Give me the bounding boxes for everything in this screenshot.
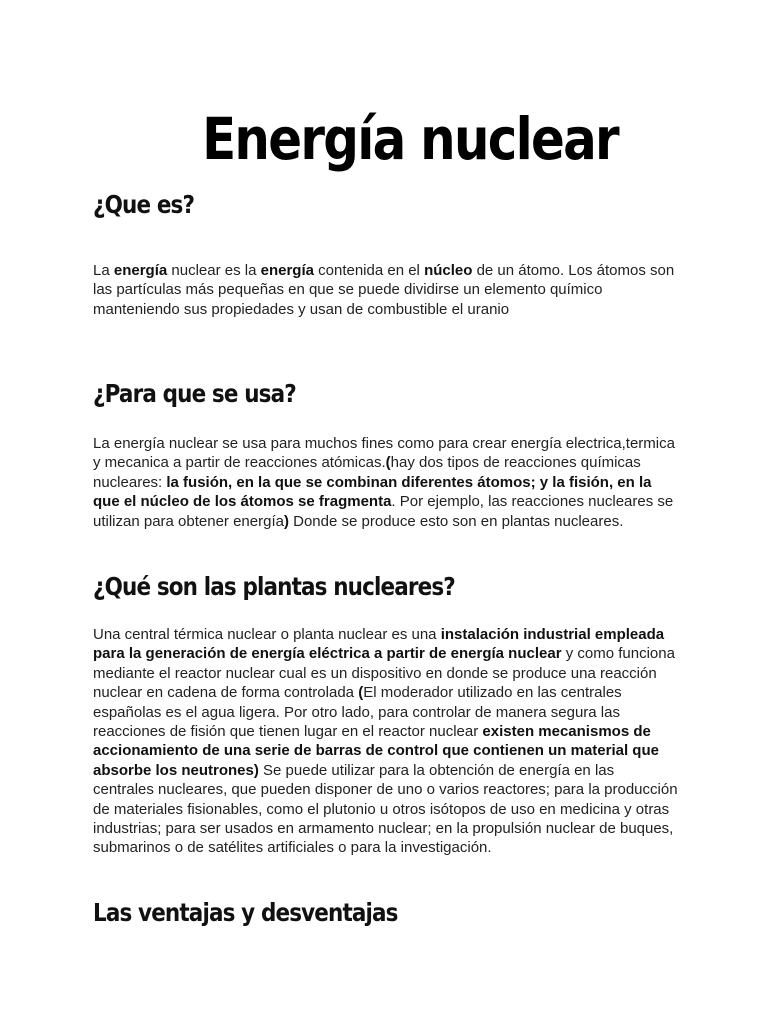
section-heading-ventajas-desventajas: Las ventajas y desventajas: [93, 898, 398, 927]
text-run: . Por ejemplo, las reacciones nucleares se utilizan para obtener energía: [93, 493, 674, 530]
section-heading-plantas-nucleares: ¿Qué son las plantas nucleares?: [93, 572, 455, 601]
bold-run: la fusión, en la que se combinan diferentes átomos; y la fisión, en la que el núcleo de los átomos se fragmenta: [93, 473, 652, 511]
section-heading-para-que-se-usa: ¿Para que se usa?: [93, 379, 296, 408]
bold-run: núcleo: [424, 262, 473, 279]
page-title: Energía nuclear: [202, 105, 618, 173]
bold-run: instalación industrial empleada para la generación de energía eléctrica a partir de energía nuclear: [93, 626, 665, 663]
text-run: Donde se produce esto son en plantas nucleares.: [288, 512, 624, 530]
bold-run: energía: [113, 262, 168, 279]
text-run: Se puede utilizar para la obtención de energía en las centrales nucleares, que pueden disponer de uno o varios reactores; para la producción de materiales fisionables, como el plutonio u otros isótopos de uso en medicina y otras industrias; para ser usados en armamento nuclear; en la propulsión nuclear de buques, submarinos o de satélites artificiales o para la investigación.: [93, 761, 678, 857]
bold-run: ): [283, 512, 289, 530]
section-paragraph-para-que-se-usa: [93, 434, 678, 531]
section-paragraph-que-es: [93, 261, 678, 319]
text-run: nuclear es la: [167, 262, 261, 279]
text-run: y como funciona mediante el reactor nuclear cual es un dispositivo en donde se produce una reacción nuclear en cadena de forma controlada: [93, 645, 675, 702]
bold-run: existen mecanismos de accionamiento de una serie de barras de control que contienen un material que absorbe los neutrones): [93, 723, 659, 779]
bold-run: (: [358, 684, 364, 702]
text-run: La energía nuclear se usa para muchos fines como para crear energía electrica,termica y mecanica a partir de reacciones atómicas.: [93, 435, 675, 472]
text-run: contenida en el: [313, 262, 425, 279]
bold-run: energía: [260, 262, 314, 279]
text-run: El moderador utilizado en las centrales españolas es el agua ligera. Por otro lado, para controlar de manera segura las reacciones de fisión que tienen lugar en el reactor nuclear: [93, 684, 622, 741]
text-run: Una central térmica nuclear o planta nuclear es una: [93, 626, 441, 643]
text-run: La: [93, 262, 114, 279]
text-run: hay dos tipos de reacciones químicas nucleares:: [93, 454, 641, 491]
section-heading-que-es: ¿Que es?: [93, 190, 195, 219]
text-run: de un átomo. Los átomos son las partículas más pequeñas en que se puede dividirse un elemento químico manteniendo sus propiedades y usan de combustible el uranio: [93, 262, 675, 318]
section-paragraph-plantas-nucleares: [93, 625, 678, 858]
bold-run: (: [385, 454, 391, 472]
